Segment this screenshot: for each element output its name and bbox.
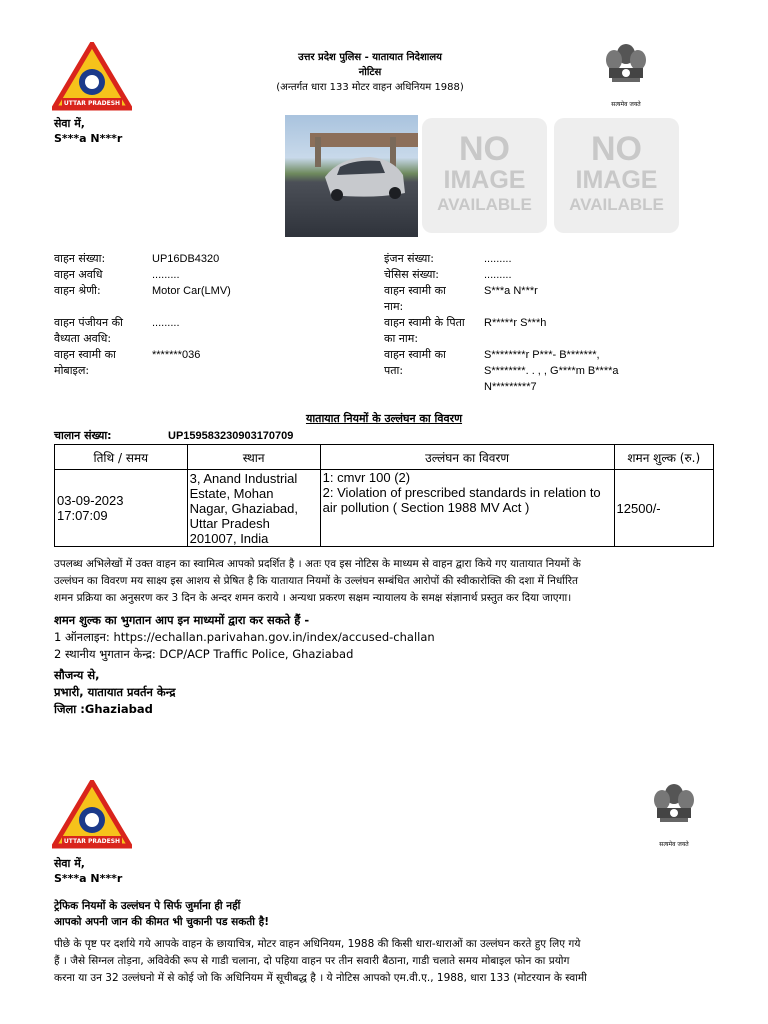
svg-text:UTTAR PRADESH: UTTAR PRADESH <box>63 838 121 845</box>
th-date: तिथि / समय <box>55 445 188 470</box>
addressee-name: S***a N***r <box>54 872 123 885</box>
payment-methods <box>54 612 435 663</box>
national-emblem <box>646 780 702 848</box>
vehicle-age-label: वाहन अवधि <box>54 268 103 281</box>
cell-place: 3, Anand Industrial Estate, Mohan Nagar, Ghaziabad, Uttar Pradesh 201007, India <box>187 470 320 547</box>
vehicle-class-label: वाहन श्रेणी: <box>54 284 101 297</box>
emblem-caption: सत्यमेव जयते <box>611 101 641 108</box>
cell-fine: 12500/- <box>614 470 713 547</box>
owner-name-label: वाहन स्वामी का नाम: <box>384 284 446 313</box>
engine-no-label: इंजन संख्या: <box>384 252 434 265</box>
addressee-name: S***a N***r <box>54 132 123 145</box>
father-name-label: वाहन स्वामी के पिता का नाम: <box>384 316 465 345</box>
signature-block: सौजन्य से, प्रभारी, यातायात प्रवर्तन केन्द्र जिला :Ghaziabad <box>54 668 176 716</box>
challan-no: UP15958323090317070​9 <box>168 430 294 442</box>
national-emblem <box>598 40 654 108</box>
father-name: R*****r S***h <box>484 317 547 329</box>
vehicle-photo <box>285 115 418 237</box>
addressee <box>54 856 122 886</box>
th-fine: शमन शुल्क (रु.) <box>614 445 713 470</box>
violation-table <box>54 444 714 547</box>
warning-text: ट्रेफिक नियमों के उल्लंघन पे सिर्फ जुर्माना ही नहीं आपको अपनी जान की कीमत भी चुकानी पड सकती है! <box>54 900 269 928</box>
owner-name: S***a N***r <box>484 285 538 297</box>
header-line3: (अन्तर्गत धारा 133 मोटर वाहन अधिनियम 1988) <box>276 82 464 93</box>
chassis-no-label: चेसिस संख्या: <box>384 268 440 281</box>
traffic-directorate-logo <box>52 780 132 854</box>
violation-title: यातायात नियमों के उल्लंघन का विवरण <box>305 412 463 425</box>
owner-address: S********r P***- B*******, S********. . , , G****m B****a N*********7 <box>484 349 619 393</box>
challan-label: चालान संख्या: <box>54 429 112 442</box>
cell-violation: 1: cmvr 100 (2) 2: Violation of prescribed standards in relation to air pollution ( Section 1988 MV Act ) <box>320 470 614 547</box>
address-label: वाहन स्वामी का पता: <box>384 348 446 377</box>
cell-datetime: 03-09-2023 17:07:09 <box>55 470 188 547</box>
header-line2: नोटिस <box>358 67 382 78</box>
th-violation: उल्लंघन का विवरण <box>320 445 614 470</box>
no-image-placeholder: NO IMAGE AVAILABLE <box>554 118 679 233</box>
notice-paragraph: उपलब्ध अभिलेखों में उक्त वाहन का स्वामित्व आपको प्रदर्शित है । अतः एव इस नोटिस के माध्यम से वाहन द्वारा किये गए यातायात नियमों के उल्लंघन का विवरण मय साक्ष्य इस आशय से प्रेषित है कि यातायात नियमों के उल्लंघन सम्बंधित आरोपों की स्वीकारोक्ति की दशा में निर्धारित शमन प्रक्रिया का अनुसरण कर 3 दिन के अन्दर शमन कराये । अन्यथा प्रकरण सक्षम न्यायालय के समक्ष संज्ञानार्थ प्रस्तुत कर दिया जाएगा। <box>54 558 581 604</box>
vehicle-no: UP16DB4320 <box>152 253 220 265</box>
traffic-directorate-logo <box>52 42 132 116</box>
reg-validity-label: वाहन पंजीयन की वैध्यता अवधि: <box>54 316 123 345</box>
no-image-placeholder: NO IMAGE AVAILABLE <box>422 118 547 233</box>
vehicle-class: Motor Car(LMV) <box>152 285 231 297</box>
vehicle-age: ......... <box>152 269 180 281</box>
chassis-no: ......... <box>484 269 512 281</box>
notice-header <box>200 50 540 95</box>
table-header-row <box>55 445 714 470</box>
header-line1: उत्तर प्रदेश पुलिस - यातायात निदेशालय <box>298 52 442 63</box>
svg-text:UTTAR PRADESH: UTTAR PRADESH <box>63 100 121 107</box>
payment-online-link[interactable]: 1 ऑनलाइन: https://echallan.parivahan.gov.in/index/accused-challan <box>54 630 435 644</box>
owner-mobile-label: वाहन स्वामी का मोबाइल: <box>54 348 116 377</box>
notice2-paragraph: पीछे के पृष्ट पर दर्शाये गये आपके वाहन के छायाचित्र, मोटर वाहन अधिनियम, 1988 की किसी धारा-धाराओं का उल्लंघन करते हुए लिए गये हैं । जैसे सिग्नल तोड़ना, अविवेकी रूप से गाडी चलाना, दो पहिया वाहन पर तीन सवारी बैठाना, गाडी चलाते समय मोबाइल फोन का प्रयोग करना या उन 32 उल्लंघनो में से कोई जो कि अधिनियम में सूचीबद्ध है । ये नोटिस आपको एम.वी.ए., 1988, धारा 133 (मोटरयान के स्वामी <box>54 938 587 984</box>
vehicle-no-label: वाहन संख्या: <box>54 252 106 265</box>
owner-mobile: *******036 <box>152 349 201 361</box>
table-row <box>55 470 714 547</box>
addressee-label: सेवा में, <box>54 857 85 870</box>
addressee <box>54 116 122 146</box>
reg-validity: ......... <box>152 317 180 329</box>
addressee-label: सेवा में, <box>54 117 85 130</box>
payment-heading: शमन शुल्क का भुगतान आप इन माध्यमों द्वारा कर सकते हैं - <box>54 613 310 627</box>
engine-no: ......... <box>484 253 512 265</box>
th-place: स्थान <box>187 445 320 470</box>
emblem-caption: सत्यमेव जयते <box>659 841 689 848</box>
payment-local: 2 स्थानीय भुगतान केन्द्र: DCP/ACP Traffic Police, Ghaziabad <box>54 647 354 661</box>
